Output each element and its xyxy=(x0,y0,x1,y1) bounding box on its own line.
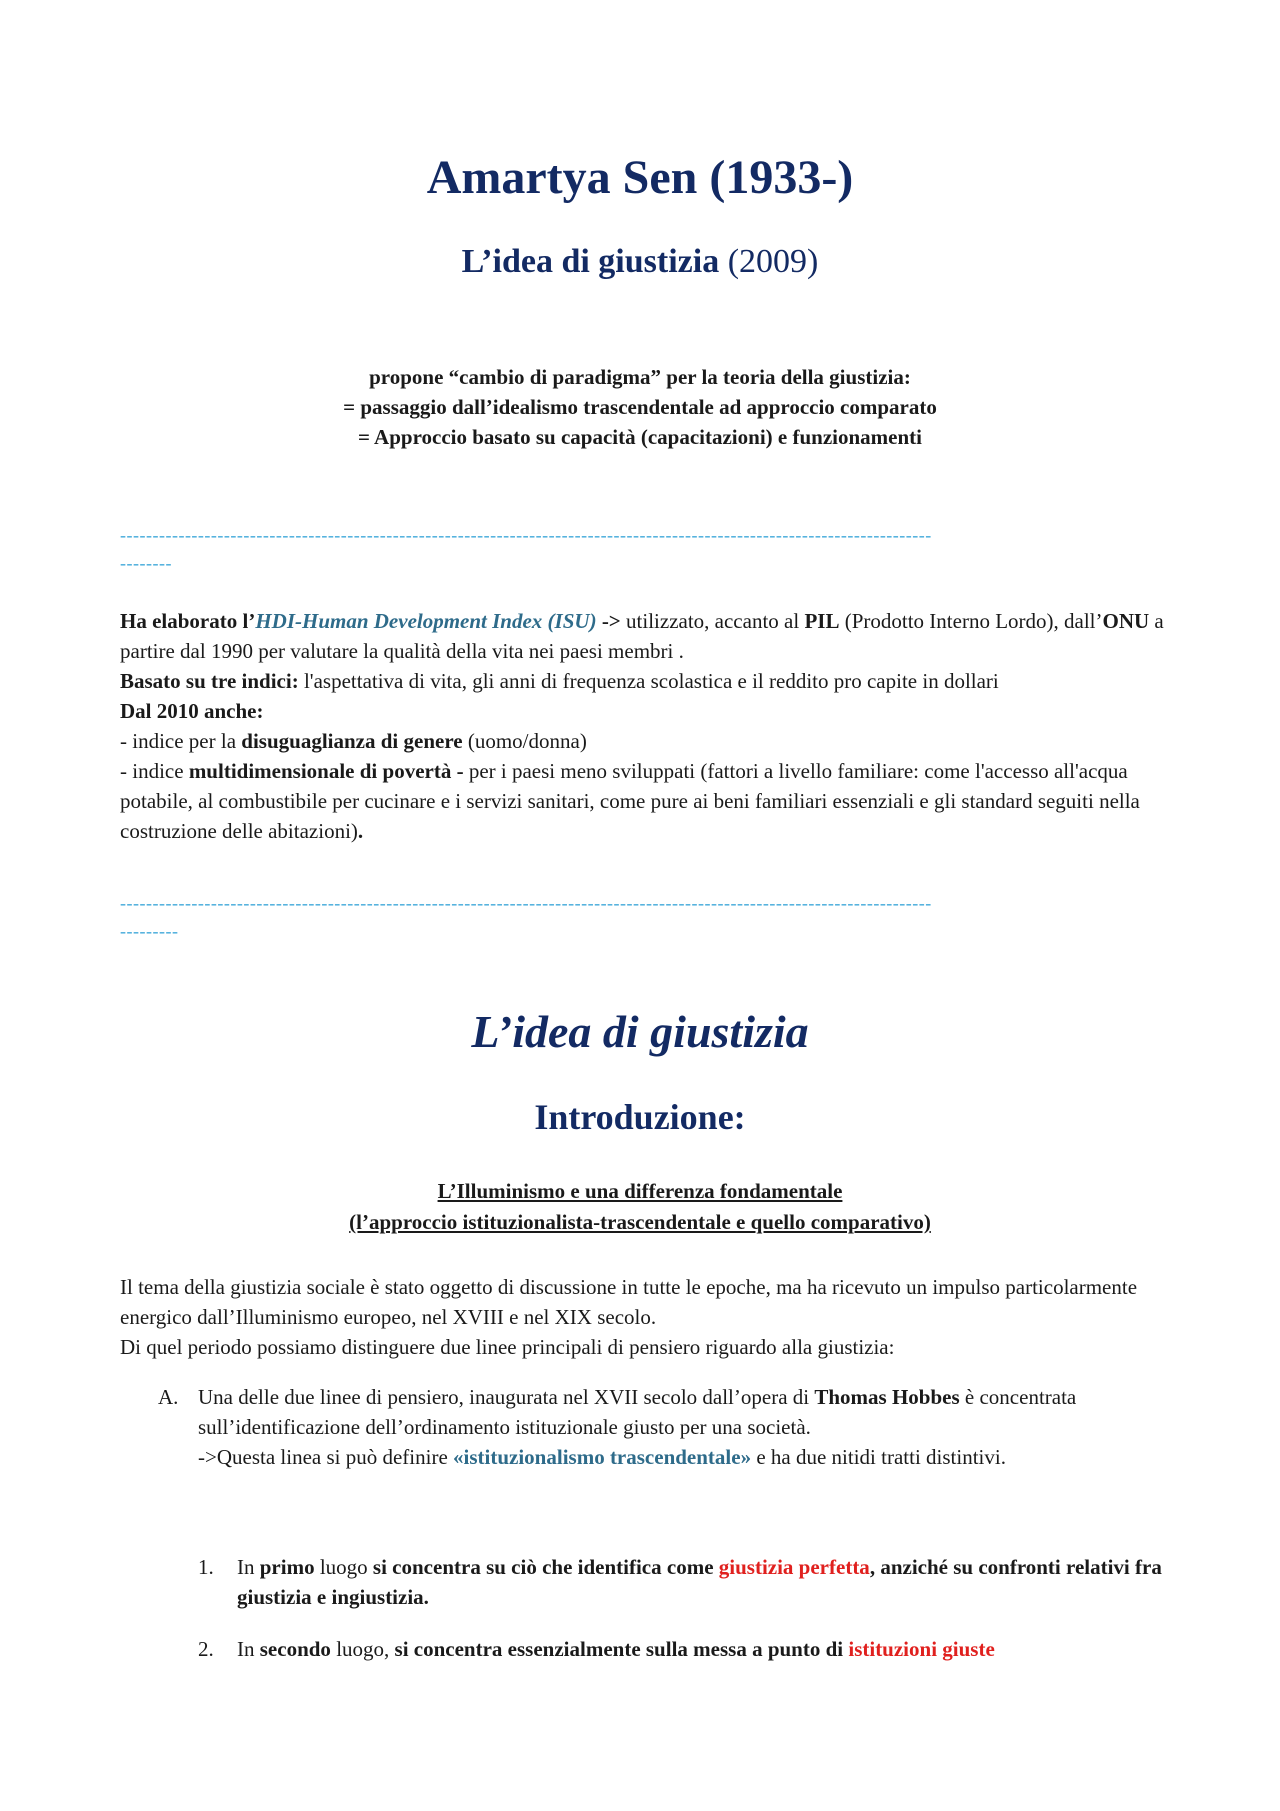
list-text: ->Questa linea si può definire xyxy=(198,1445,454,1469)
item-emphasis: secondo xyxy=(259,1637,331,1661)
item-emphasis: , anziché su confronti relativi fra giustizia e ingiustizia. xyxy=(237,1555,1162,1609)
hdi-text: utilizzato, accanto al xyxy=(620,609,805,633)
item-emphasis: primo xyxy=(259,1555,315,1579)
subtitle-work: L’idea di giustizia xyxy=(461,243,720,280)
intro-line-3: = Approccio basato su capacità (capacitazioni) e funzionamenti xyxy=(358,425,922,449)
hdi-text: a partire dal 1990 per valutare la qualità della vita nei paesi membri . xyxy=(120,609,1164,663)
hdi-indices-label: Basato su tre indici: xyxy=(120,669,299,693)
hdi-period: . xyxy=(357,819,364,843)
list-marker: 2. xyxy=(198,1637,214,1661)
hdi-block xyxy=(120,606,1165,846)
topic-heading xyxy=(0,1176,1280,1238)
intro-paragraph xyxy=(120,1272,1165,1362)
hdi-text: - indice per la xyxy=(120,729,242,753)
numbered-item-1 xyxy=(120,1552,1165,1612)
hdi-gender-index xyxy=(120,726,1165,756)
item-text: In xyxy=(237,1637,260,1661)
list-marker: 1. xyxy=(198,1555,214,1579)
transcendental-institutionalism-link[interactable]: «istituzionalismo trascendentale» xyxy=(453,1445,752,1469)
intro-line-1: propone “cambio di paradigma” per la teoria della giustizia: xyxy=(369,365,911,389)
hdi-2010-label: Dal 2010 anche: xyxy=(120,699,264,723)
hdi-text: - indice xyxy=(120,759,189,783)
paragraph-1: Il tema della giustizia sociale è stato oggetto di discussione in tutte le epoche, ma ha ricevuto un impulso particolarmente energico dall’Illuminismo europeo, nel XVIII e nel XIX secolo. xyxy=(120,1275,1138,1329)
intro-block xyxy=(0,362,1280,452)
separator-line: ----------------------------------------------------------------------------------------------------------------------------- xyxy=(120,893,932,913)
topic-line-1: L’Illuminismo e una differenza fondamentale xyxy=(437,1179,843,1203)
hdi-text: per i paesi meno sviluppati (fattori a livello familiare: come l'accesso all'acqua potabile, al combustibile per cucinare e i servizi sanitari, come pure ai beni familiari essenziali e gli standard seguiti nella costruzione delle abitazioni) xyxy=(120,759,1140,843)
item-highlight: istituzioni giuste xyxy=(848,1637,995,1661)
list-text: e ha due nitidi tratti distintivi. xyxy=(751,1445,1006,1469)
item-highlight: giustizia perfetta xyxy=(718,1555,870,1579)
separator-tail: -------- xyxy=(120,553,172,573)
list-item-a xyxy=(120,1382,1165,1472)
document-subtitle xyxy=(0,240,1280,284)
hdi-indices xyxy=(120,666,1165,696)
hdi-lead: Ha elaborato l’ xyxy=(120,609,256,633)
item-emphasis: si concentra su ciò che identifica come xyxy=(372,1555,719,1579)
topic-line-2: (l’approccio istituzionalista-trascendentale e quello comparativo) xyxy=(349,1210,931,1234)
hdi-indices-text: l'aspettativa di vita, gli anni di frequenza scolastica e il reddito pro capite in dollari xyxy=(298,669,999,693)
list-text: è concentrata sull’identificazione dell’ordinamento istituzionale giusto per una società. xyxy=(198,1385,1077,1439)
hdi-2010 xyxy=(120,696,1165,726)
hdi-pil: PIL xyxy=(804,609,840,633)
hdi-paragraph xyxy=(120,606,1165,666)
hdi-onu: ONU xyxy=(1102,609,1150,633)
numbered-item-2 xyxy=(120,1634,1165,1664)
separator-tail: --------- xyxy=(120,921,179,941)
intro-line-2: = passaggio dall’idealismo trascendentale ad approccio comparato xyxy=(343,395,937,419)
hdi-link[interactable]: HDI-Human Development Index (ISU) xyxy=(255,609,597,633)
hdi-text: (uomo/donna) xyxy=(462,729,587,753)
hdi-arrow: -> xyxy=(596,609,621,633)
hdi-poverty-index xyxy=(120,756,1165,846)
hdi-text: (Prodotto Interno Lordo), dall’ xyxy=(839,609,1103,633)
paragraph-2: Di quel periodo possiamo distinguere due linee principali di pensiero riguardo alla giustizia: xyxy=(120,1335,895,1359)
numbered-item-body xyxy=(237,1552,1165,1612)
separator-line: ----------------------------------------------------------------------------------------------------------------------------- xyxy=(120,525,932,545)
list-text: Una delle due linee di pensiero, inaugurata nel XVII secolo dall’opera di xyxy=(198,1385,815,1409)
section-subheading: Introduzione: xyxy=(534,1097,746,1137)
list-marker: A. xyxy=(158,1385,179,1409)
document-title: Amartya Sen (1933-) xyxy=(426,151,854,204)
hdi-poverty-label: multidimensionale di povertà - xyxy=(188,759,464,783)
item-text: In xyxy=(237,1555,260,1579)
subtitle-year: (2009) xyxy=(727,243,819,280)
hobbes-name: Thomas Hobbes xyxy=(814,1385,960,1409)
numbered-item-body xyxy=(237,1634,1165,1664)
item-text: luogo xyxy=(314,1555,373,1579)
item-text: luogo, xyxy=(330,1637,395,1661)
hdi-gender-label: disuguaglianza di genere xyxy=(241,729,463,753)
list-item-body xyxy=(198,1382,1165,1472)
section-heading: L’idea di giustizia xyxy=(471,1006,809,1057)
item-emphasis: si concentra essenzialmente sulla messa a punto di xyxy=(394,1637,849,1661)
